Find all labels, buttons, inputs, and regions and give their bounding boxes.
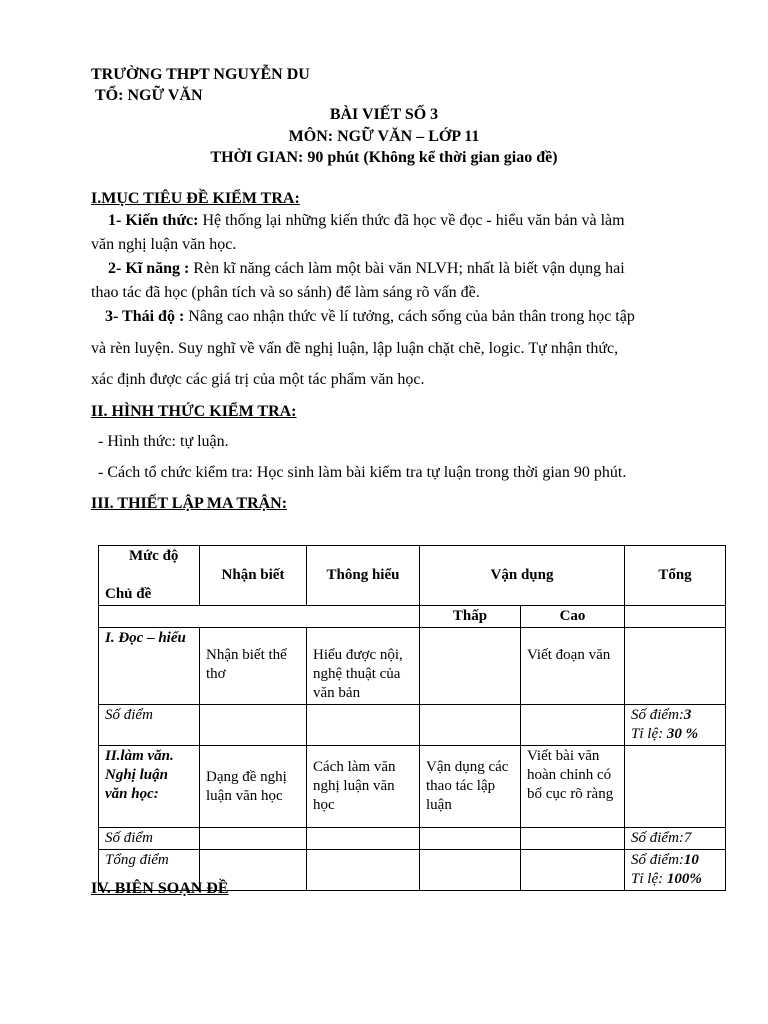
matrix-row-reading-low — [420, 628, 521, 705]
matrix-row-writing-understand: Cách làm văn nghị luận văn học — [307, 746, 420, 828]
objective-skill-label: 2- Kĩ năng : — [108, 260, 190, 277]
matrix-row-writing-score-label: Số điểm — [99, 828, 200, 850]
matrix-row-reading-recognize-text: Nhận biết thể thơ — [206, 647, 287, 682]
matrix-subheader-row — [99, 606, 726, 628]
matrix-score-value: 3 — [683, 707, 692, 723]
empty-cell — [521, 828, 625, 850]
matrix-score-label: Số điểm: — [631, 707, 684, 723]
matrix-row-writing-total — [625, 746, 726, 828]
matrix-subheader-total-blank — [625, 606, 726, 628]
matrix-row-reading-score-label: Số điểm — [99, 705, 200, 746]
empty-cell — [307, 705, 420, 746]
matrix-grand-total-score-line — [631, 851, 719, 870]
matrix-row-writing — [99, 746, 726, 828]
empty-cell — [521, 705, 625, 746]
matrix-score-value: 7 — [683, 830, 692, 846]
section-2-heading: II. HÌNH THỨC KIỂM TRA: — [91, 403, 297, 420]
matrix-row-reading-recognize — [200, 628, 307, 705]
objective-attitude-label: 3- Thái độ : — [105, 308, 185, 325]
matrix-row-reading-score-line — [631, 706, 719, 725]
matrix-row-reading-understand — [307, 628, 420, 705]
matrix-col-recognize: Nhận biết — [200, 546, 307, 606]
matrix-col-total: Tổng — [625, 546, 726, 606]
objective-knowledge — [108, 212, 625, 230]
matrix-score-label: Số điểm: — [631, 830, 684, 846]
matrix-score-value: 10 — [683, 852, 699, 868]
matrix-row-writing-score-total — [625, 828, 726, 850]
exam-organization: - Cách tổ chức kiểm tra: Học sinh làm bài kiểm tra tự luận trong thời gian 90 phút. — [98, 464, 627, 481]
empty-cell — [420, 850, 521, 891]
matrix-row-reading-total — [625, 628, 726, 705]
objective-attitude-text: Nâng cao nhận thức về lí tưởng, cách sống của bản thân trong học tập — [184, 308, 635, 325]
exam-time: THỜI GIAN: 90 phút (Không kể thời gian giao đề) — [210, 149, 558, 166]
matrix-row-reading-rate-line — [631, 725, 719, 744]
matrix-row-writing-score — [99, 828, 726, 850]
matrix-corner-level: Mức độ — [129, 548, 179, 564]
objective-skill-cont: thao tác đã học (phân tích và so sánh) để làm sáng rõ vấn đề. — [91, 284, 480, 301]
section-3-heading: III. THIẾT LẬP MA TRẬN: — [91, 495, 288, 512]
matrix-score-label: Số điểm: — [631, 852, 684, 868]
matrix-row-reading-score — [99, 705, 726, 746]
matrix-sub-high: Cao — [521, 606, 625, 628]
matrix-rate-label: Tỉ lệ: — [631, 871, 667, 887]
empty-cell — [521, 850, 625, 891]
section-1-heading: I.MỤC TIÊU ĐỀ KIỂM TRA: — [91, 190, 300, 207]
department-name: TỔ: NGỮ VĂN — [95, 87, 203, 104]
objective-knowledge-cont: văn nghị luận văn học. — [91, 236, 237, 253]
matrix-rate-value: 100% — [666, 871, 702, 887]
empty-cell — [307, 828, 420, 850]
empty-cell — [420, 828, 521, 850]
matrix-rate-label: Tỉ lệ: — [631, 726, 667, 742]
objective-attitude-cont-2: xác định được các giá trị của một tác phẩm văn học. — [91, 371, 425, 388]
matrix-row-reading-score-total — [625, 705, 726, 746]
matrix-rate-value: 30 % — [666, 726, 699, 742]
matrix-col-understand: Thông hiểu — [307, 546, 420, 606]
objective-skill — [108, 260, 625, 278]
empty-cell — [307, 850, 420, 891]
matrix-row-reading-understand-text: Hiểu được nội, nghệ thuật của văn bản — [313, 647, 403, 701]
empty-cell — [200, 705, 307, 746]
matrix-row-writing-low: Vận dụng các thao tác lập luận — [420, 746, 521, 828]
matrix-row-reading-high-text: Viết đoạn văn — [527, 647, 611, 663]
objective-knowledge-text: Hệ thống lại những kiến thức đã học về đọc - hiểu văn bản và làm — [198, 212, 625, 229]
assessment-matrix — [98, 545, 726, 891]
exam-subject: MÔN: NGỮ VĂN – LỚP 11 — [288, 128, 480, 145]
matrix-sub-low: Thấp — [420, 606, 521, 628]
matrix-header-row — [99, 546, 726, 606]
matrix-row-writing-topic: II.làm văn. Nghị luận văn học: — [99, 746, 200, 828]
matrix-corner-topic: Chủ đề — [105, 586, 152, 602]
objective-attitude-cont-1: và rèn luyện. Suy nghĩ về vấn đề nghị luận, lập luận chặt chẽ, logic. Tự nhận thức, — [91, 340, 619, 357]
matrix-subheader-blank — [99, 606, 420, 628]
empty-cell — [420, 705, 521, 746]
matrix-grand-total-rate-line — [631, 870, 719, 889]
objective-knowledge-label: 1- Kiến thức: — [108, 212, 199, 229]
objective-skill-text: Rèn kĩ năng cách làm một bài văn NLVH; nhất là biết vận dụng hai — [189, 260, 625, 277]
matrix-row-writing-recognize: Dạng đề nghị luận văn học — [200, 746, 307, 828]
school-name: TRƯỜNG THPT NGUYỄN DU — [91, 66, 310, 83]
empty-cell — [200, 828, 307, 850]
matrix-grand-total-value — [625, 850, 726, 891]
exam-title: BÀI VIẾT SỐ 3 — [329, 106, 439, 123]
section-4-heading: IV. BIÊN SOẠN ĐỀ — [91, 880, 229, 897]
matrix-col-apply: Vận dụng — [420, 546, 625, 606]
exam-format: - Hình thức: tự luận. — [98, 433, 229, 450]
matrix-row-reading-topic: I. Đọc – hiểu — [99, 628, 200, 705]
objective-attitude — [105, 308, 635, 326]
matrix-row-reading — [99, 628, 726, 705]
matrix-corner-cell — [99, 546, 200, 606]
matrix-row-reading-high — [521, 628, 625, 705]
matrix-row-writing-high: Viết bài văn hoàn chỉnh có bố cục rõ ràng — [521, 746, 625, 828]
matrix-grand-total-label: Tổng điểm — [99, 850, 200, 891]
